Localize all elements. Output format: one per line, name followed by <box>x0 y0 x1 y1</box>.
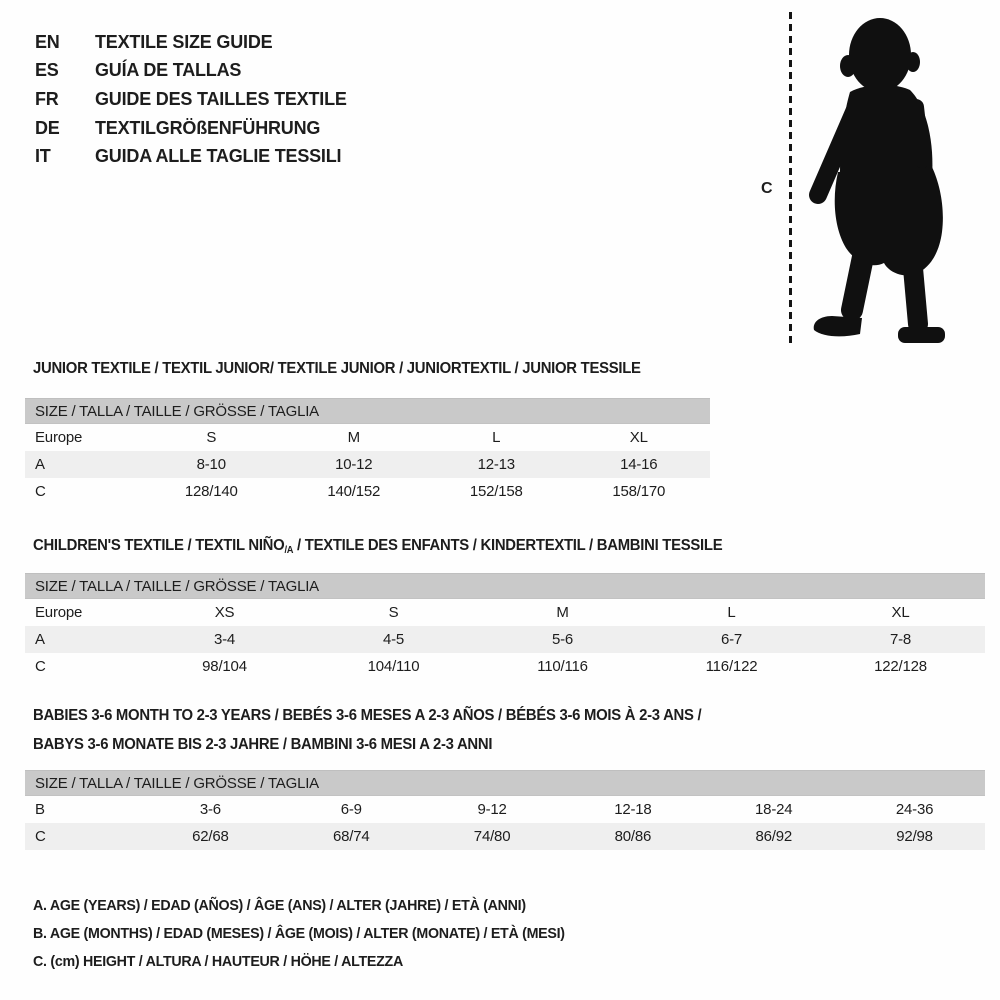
size-header-bar: SIZE / TALLA / TAILLE / GRÖSSE / TAGLIA <box>25 770 985 796</box>
language-code: EN <box>35 31 60 52</box>
babies-size-table <box>25 770 985 850</box>
table-cell: 12-18 <box>614 801 652 818</box>
table-row <box>25 823 985 850</box>
children-section-title <box>33 537 722 556</box>
height-label-c: C <box>761 180 773 197</box>
table-cell: 152/158 <box>469 483 523 500</box>
table-cell: S <box>206 429 217 446</box>
table-cell: 6-9 <box>340 801 362 818</box>
children-size-table <box>25 573 985 680</box>
row-label: C <box>35 483 46 500</box>
language-row <box>35 142 347 171</box>
table-cell: 122/128 <box>874 658 927 675</box>
language-row <box>35 85 347 114</box>
language-code: IT <box>35 146 51 167</box>
table-cell: 158/170 <box>612 483 666 500</box>
table-cell: 140/152 <box>327 483 381 500</box>
row-label: C <box>35 658 46 675</box>
table-cell: 9-12 <box>477 801 507 818</box>
babies-section-title-line2: BABYS 3-6 MONATE BIS 2-3 JAHRE / BAMBINI 3-6 MESI A 2-3 ANNI <box>33 736 493 753</box>
table-cell: 74/80 <box>473 828 511 845</box>
row-label: Europe <box>35 429 83 446</box>
table-cell: 24-36 <box>895 801 934 818</box>
table-row <box>25 626 985 653</box>
language-code: DE <box>35 117 60 138</box>
table-row <box>25 796 985 823</box>
table-row <box>25 424 710 451</box>
row-label: C <box>35 828 46 845</box>
language-code: FR <box>35 88 59 109</box>
junior-section-title: JUNIOR TEXTILE / TEXTIL JUNIOR/ TEXTILE JUNIOR / JUNIORTEXTIL / JUNIOR TESSILE <box>33 360 641 377</box>
row-label: A <box>35 631 45 648</box>
table-cell: S <box>388 604 399 621</box>
language-label: TEXTILGRÖßENFÜHRUNG <box>95 117 321 138</box>
babies-section-title-line1: BABIES 3-6 MONTH TO 2-3 YEARS / BEBÉS 3-6 MESES A 2-3 AÑOS / BÉBÉS 3-6 MOIS À 2-3 ANS / <box>33 707 702 724</box>
language-code: ES <box>35 60 59 81</box>
row-label: B <box>35 801 45 818</box>
table-cell: 86/92 <box>755 828 792 845</box>
table-cell: 8-10 <box>196 456 226 473</box>
note-age-months: B. AGE (MONTHS) / EDAD (MESES) / ÂGE (MOIS) / ALTER (MONATE) / ETÀ (MESI) <box>33 925 565 942</box>
size-header-bar: SIZE / TALLA / TAILLE / GRÖSSE / TAGLIA <box>25 398 710 424</box>
table-cell: M <box>347 429 360 446</box>
toddler-silhouette <box>802 12 962 350</box>
table-cell: XL <box>629 429 648 446</box>
table-cell: XL <box>891 604 910 621</box>
table-cell: 18-24 <box>755 801 793 818</box>
language-row <box>35 114 347 143</box>
note-height-cm: C. (cm) HEIGHT / ALTURA / HAUTEUR / HÖHE / ALTEZZA <box>33 953 403 970</box>
table-cell: 128/140 <box>184 483 238 500</box>
height-dashed-line <box>789 12 792 345</box>
table-cell: 62/68 <box>192 828 229 845</box>
junior-size-table <box>25 398 710 505</box>
table-row <box>25 478 710 505</box>
row-label: A <box>35 456 45 473</box>
table-cell: 3-4 <box>213 631 236 648</box>
language-label: GUIDE DES TAILLES TEXTILE <box>95 88 347 109</box>
table-cell: 92/98 <box>896 828 933 845</box>
table-cell: 4-5 <box>382 631 405 648</box>
language-label: GUIDA ALLE TAGLIE TESSILI <box>95 146 342 167</box>
children-title-subscript: /A <box>284 545 294 556</box>
table-cell: 110/116 <box>537 658 588 675</box>
table-cell: 104/110 <box>367 658 420 675</box>
table-cell: 12-13 <box>477 456 515 473</box>
table-cell: 68/74 <box>332 828 370 845</box>
table-cell: 7-8 <box>889 631 912 648</box>
children-title-text: CHILDREN'S TEXTILE / TEXTIL NIÑO <box>33 537 285 554</box>
language-label: GUÍA DE TALLAS <box>95 60 242 81</box>
table-cell: 10-12 <box>335 456 373 473</box>
table-cell: L <box>492 429 501 446</box>
table-cell: 5-6 <box>551 631 574 648</box>
language-row <box>35 57 347 86</box>
language-list <box>35 28 347 171</box>
language-row <box>35 28 347 57</box>
table-row <box>25 599 985 626</box>
row-label: Europe <box>35 604 83 621</box>
table-cell: 3-6 <box>199 801 221 818</box>
table-cell: M <box>556 604 569 621</box>
language-label: TEXTILE SIZE GUIDE <box>95 31 273 52</box>
table-cell: L <box>727 604 736 621</box>
table-cell: 80/86 <box>614 828 652 845</box>
table-row <box>25 653 985 680</box>
table-row <box>25 451 710 478</box>
table-cell: 14-16 <box>620 456 658 473</box>
children-title-text: / TEXTILE DES ENFANTS / KINDERTEXTIL / BAMBINI TESSILE <box>293 537 723 554</box>
note-age-years: A. AGE (YEARS) / EDAD (AÑOS) / ÂGE (ANS) / ALTER (JAHRE) / ETÀ (ANNI) <box>33 897 526 914</box>
table-cell: 6-7 <box>720 631 743 648</box>
table-cell: XS <box>214 604 235 621</box>
size-header-bar: SIZE / TALLA / TAILLE / GRÖSSE / TAGLIA <box>25 573 985 599</box>
table-cell: 116/122 <box>705 658 758 675</box>
table-cell: 98/104 <box>202 658 247 675</box>
